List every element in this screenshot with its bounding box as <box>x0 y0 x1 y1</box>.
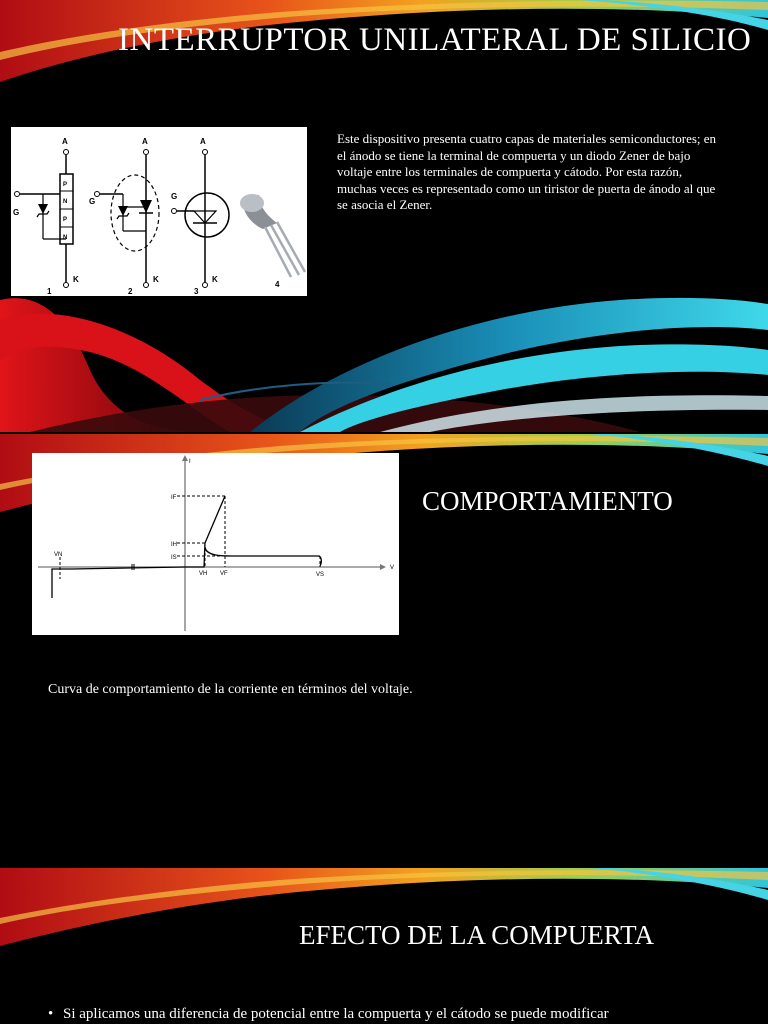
figure-number-2: 2 <box>128 287 133 296</box>
gate-label: G <box>89 197 96 206</box>
label-if: IF <box>171 495 177 501</box>
to92-package-image <box>240 194 305 289</box>
slide-1-body-text: Este dispositivo presenta cuatro capas de materiales semiconductores; en el ánodo se tiene la terminal de compuerta y un diodo Zener de bajo voltaje entre los terminales de compuerta y cátodo. Por esta razón, muchas veces es representado como un tiristor de puerta de ánodo al que se asocia el Zener. <box>337 131 717 212</box>
slide-2-title: COMPORTAMIENTO <box>422 486 673 516</box>
layer-n1: N <box>63 199 68 205</box>
iv-curve-figure <box>32 453 399 635</box>
slide-3-bullet-text: Si aplicamos una diferencia de potencial entre la compuerta y el cátodo se puede modificar <box>63 1006 609 1022</box>
label-is: IS <box>171 555 177 561</box>
label-ih: IH <box>171 542 177 548</box>
figure-number-4: 4 <box>275 280 280 289</box>
x-axis-label: V <box>390 565 395 571</box>
label-vf: VF <box>220 571 228 577</box>
slide-1 <box>0 0 768 432</box>
figure-number-3: 3 <box>194 287 199 296</box>
slide-2 <box>0 434 768 866</box>
slide-3 <box>0 868 768 1024</box>
anode-label: A <box>200 137 206 146</box>
slide-1-title: INTERRUPTOR UNILATERAL DE SILICIO <box>118 22 752 58</box>
gate-label: G <box>13 208 20 217</box>
figure-number-1: 1 <box>47 287 52 296</box>
gate-label: G <box>171 192 178 201</box>
label-vs: VS <box>316 572 325 578</box>
layer-n2: N <box>63 235 68 241</box>
sus-symbols-figure <box>11 127 307 296</box>
label-vh: VH <box>199 571 208 577</box>
sus-structure-symbol <box>13 137 79 296</box>
bullet-dot: • <box>48 1006 54 1022</box>
y-axis-label: I <box>189 459 191 465</box>
slide-3-title: EFECTO DE LA COMPUERTA <box>299 920 654 950</box>
layer-p2: P <box>63 217 68 223</box>
cathode-label: K <box>73 275 79 284</box>
cathode-label: K <box>212 275 218 284</box>
label-vn: VN <box>54 552 63 558</box>
anode-label: A <box>142 137 148 146</box>
layer-p1: P <box>63 182 68 188</box>
anode-label: A <box>62 137 68 146</box>
sus-equivalent-symbol <box>89 137 159 296</box>
slide-3-bullet <box>48 1006 609 1023</box>
sus-circle-symbol <box>171 137 229 296</box>
slide-2-caption: Curva de comportamiento de la corriente en términos del voltaje. <box>48 682 413 697</box>
cathode-label: K <box>153 275 159 284</box>
